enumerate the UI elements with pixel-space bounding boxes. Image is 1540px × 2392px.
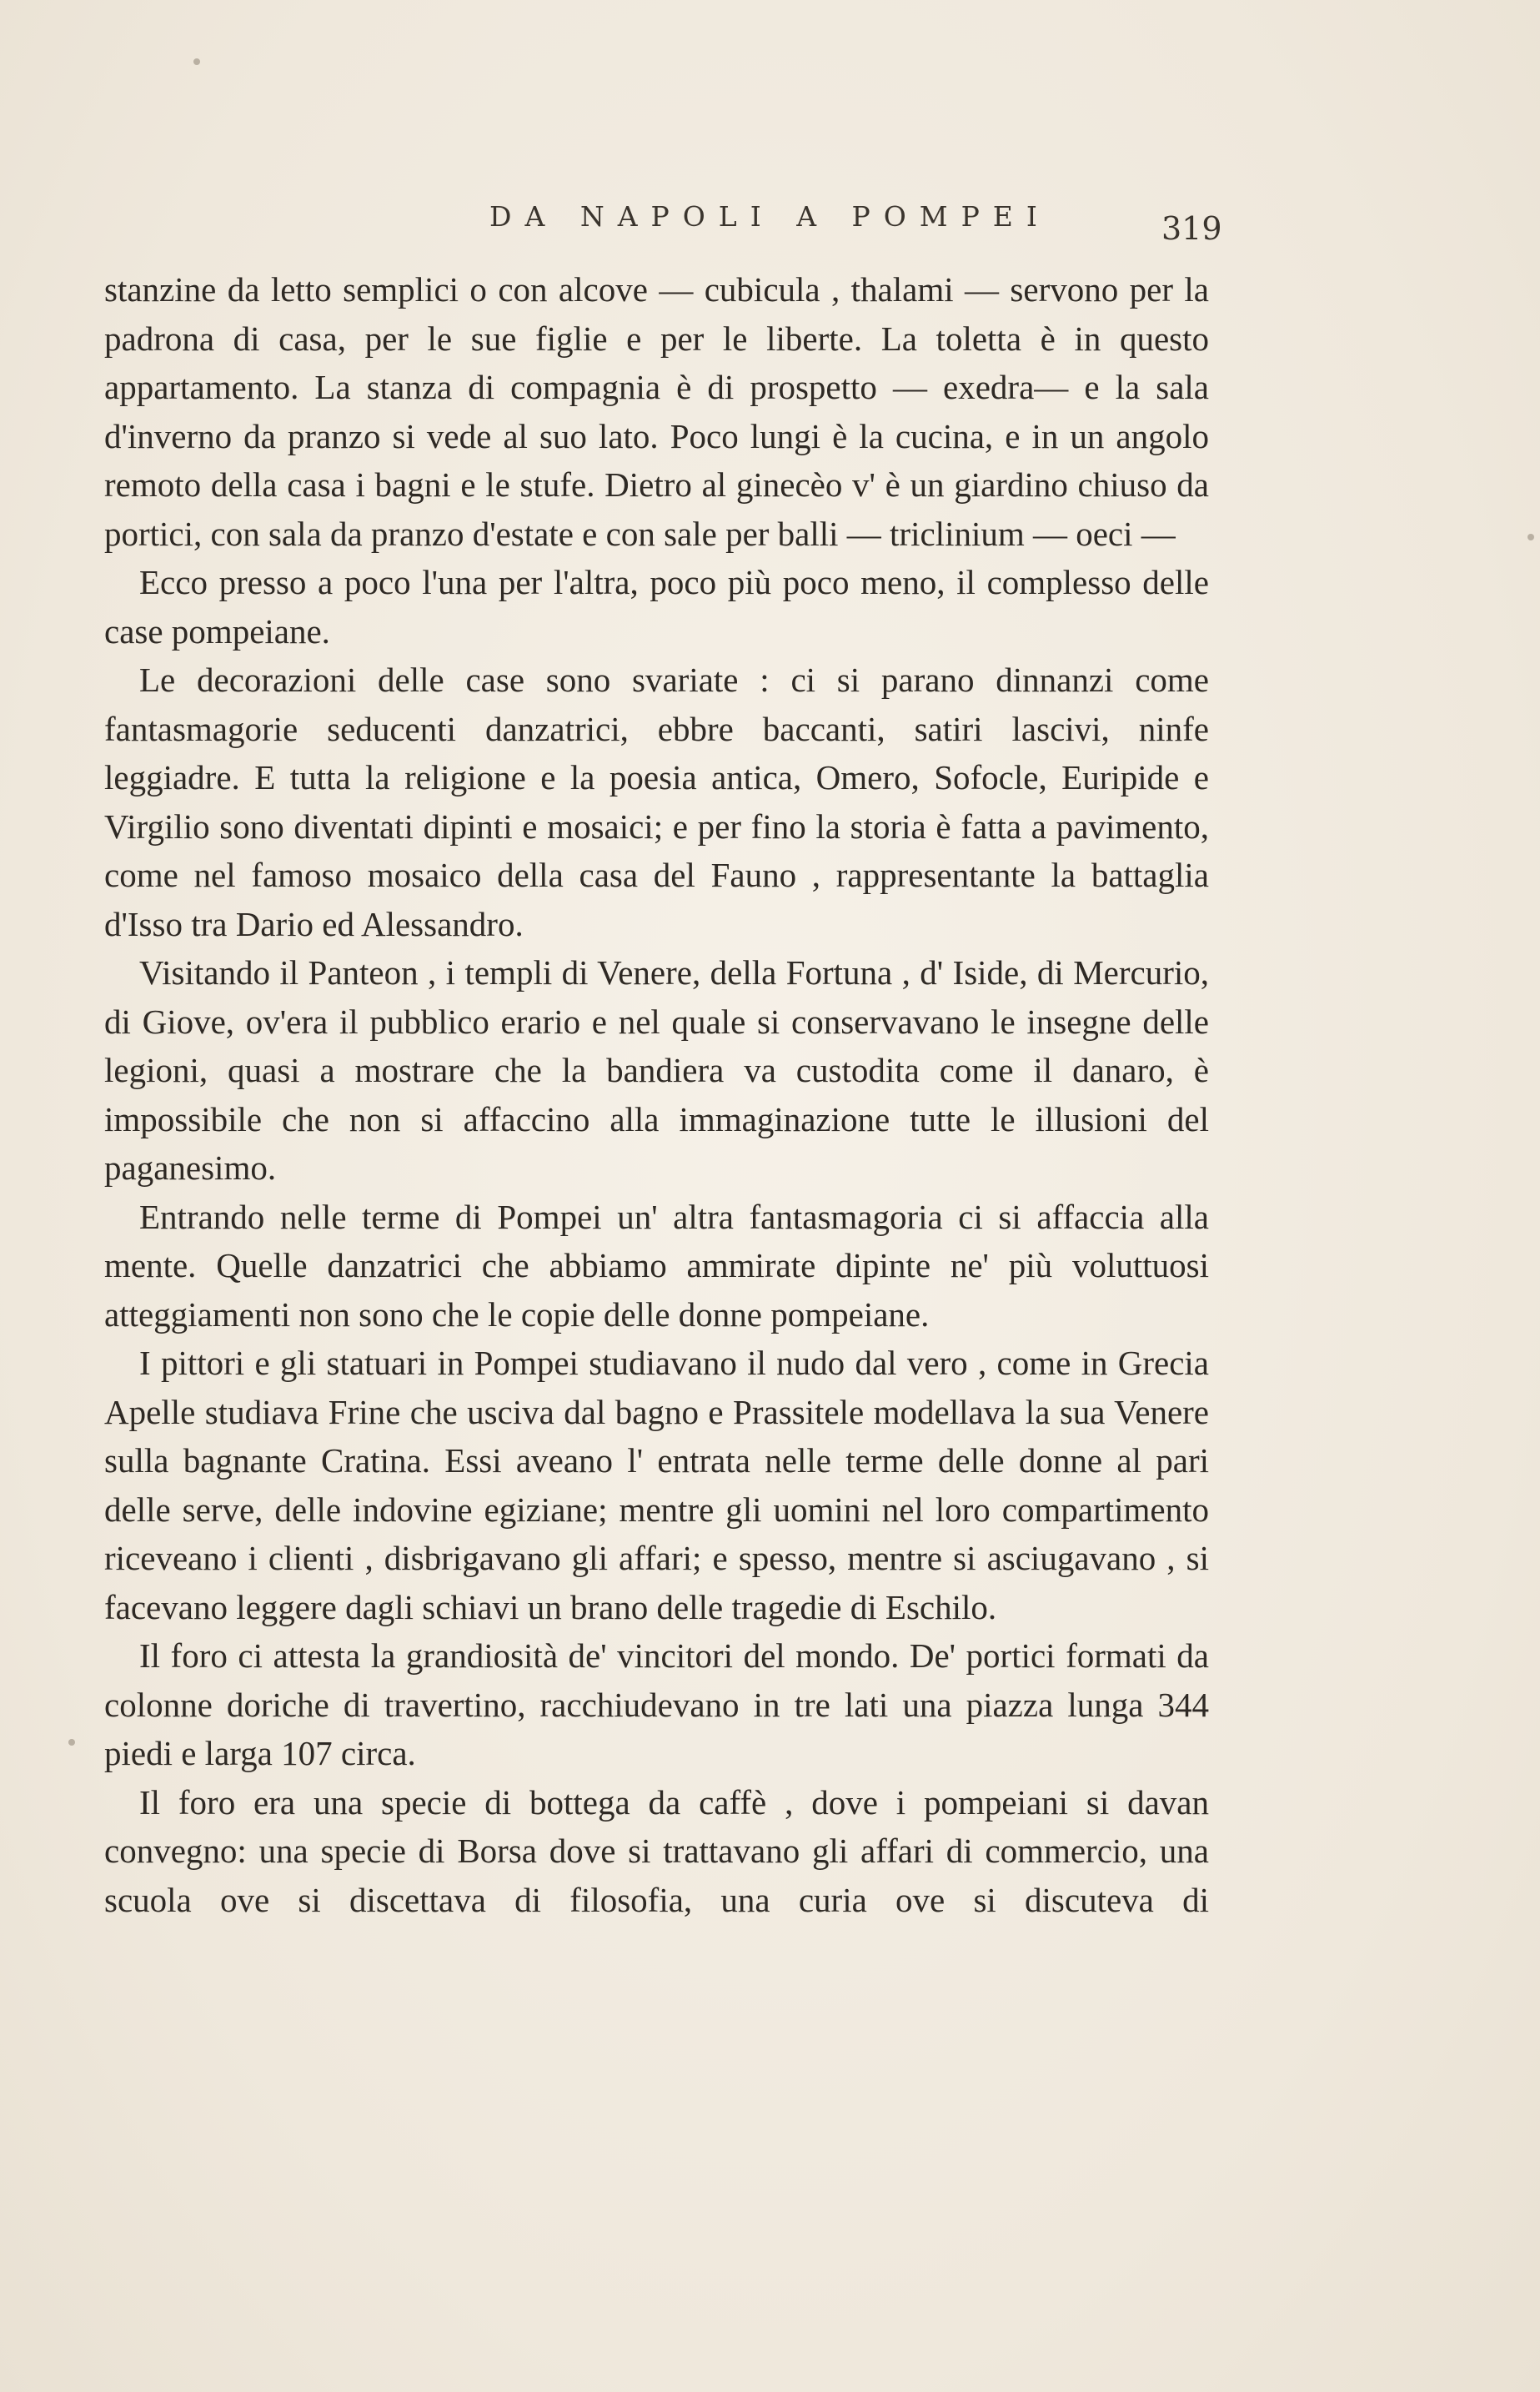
running-title: DA NAPOLI A POMPEI: [489, 200, 1051, 233]
paragraph: [104, 558, 1209, 656]
paragraph-text: I pittori e gli statuari in Pompei studiavano il nudo dal vero , come in Grecia Apelle studiava Frine che usciva dal bagno e Prassitele modellava la sua Venere sulla bagnante Cratina. Essi aveano l' entrata nelle terme delle donne al pari delle serve, delle indovine egiziane; mentre gli uomini nel loro compartimento riceveano i clienti , disbrigavano gli affari; e spesso, mentre si asciugavano , si facevano leggere dagli schiavi un brano delle tragedie di Eschilo.: [104, 1344, 1209, 1626]
page-number: 319: [1161, 210, 1222, 247]
paragraph-text: Visitando il Panteon , i templi di Venere, della Fortuna , d' Iside, di Mercurio, di Giove, ov'era il pubblico erario e nel quale si conservavano le insegne delle legioni, quasi a mostrare che la bandiera va custodita come il danaro, è impossibile che non si affaccino alla immaginazione tutte le illusioni del paganesimo.: [104, 953, 1209, 1187]
paragraph: [104, 1193, 1209, 1339]
paragraph: [104, 265, 1209, 558]
paragraph: [104, 1631, 1209, 1778]
paragraph: [104, 1339, 1209, 1631]
paragraph-text: Ecco presso a poco l'una per l'altra, poco più poco meno, il complesso delle case pompeiane.: [104, 563, 1209, 651]
paper-speck: [68, 1739, 75, 1746]
paragraph-text: Il foro ci attesta la grandiosità de' vincitori del mondo. De' portici formati da colonne doriche di travertino, racchiudevano in tre lati una piazza lunga 344 piedi e larga 107 circa.: [104, 1636, 1209, 1772]
paragraph-text: stanzine da letto semplici o con alcove — cubicula , thalami — servono per la padrona di casa, per le sue figlie e per le liberte. La toletta è in questo appartamento. La stanza di compagnia è di prospetto — exedra— e la sala d'inverno da pranzo si vede al suo lato. Poco lungi è la cucina, e in un angolo remoto della casa i bagni e le stufe. Dietro al ginecèo v' è un giardino chiuso da portici, con sala da pranzo d'estate e con sale per balli — triclinium — oeci —: [104, 270, 1209, 553]
paragraph-text: Entrando nelle terme di Pompei un' altra fantasmagoria ci si affaccia alla mente. Quelle danzatrici che abbiamo ammirate dipinte ne' più voluttuosi atteggiamenti non sono che le copie delle donne pompeiane.: [104, 1197, 1209, 1334]
paper-speck: [1527, 534, 1534, 540]
body-text: [104, 265, 1209, 1924]
paper-speck: [193, 58, 200, 65]
paragraph-text: Il foro era una specie di bottega da caffè , dove i pompeiani si davan convegno: una specie di Borsa dove si trattavano gli affari di commercio, una scuola ove si discettava di filosofia, una curia ove si discuteva di: [104, 1782, 1209, 1919]
paragraph-text: Le decorazioni delle case sono svariate : ci si parano dinnanzi come fantasmagorie seducenti danzatrici, ebbre baccanti, satiri lascivi, ninfe leggiadre. E tutta la religione e la poesia antica, Omero, Sofocle, Euripide e Virgilio sono diventati dipinti e mosaici; e per fino la storia è fatta a pavimento, come nel famoso mosaico della casa del Fauno , rappresentante la battaglia d'Isso tra Dario ed Alessandro.: [104, 661, 1209, 943]
paragraph: [104, 948, 1209, 1193]
paragraph: [104, 656, 1209, 948]
paragraph: [104, 1778, 1209, 1925]
